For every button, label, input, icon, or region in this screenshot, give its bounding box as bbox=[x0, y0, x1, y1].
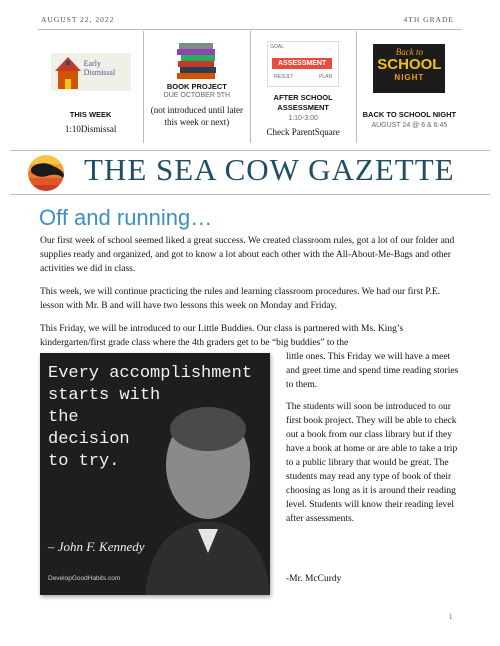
books-icon bbox=[175, 39, 219, 86]
column-this-week bbox=[38, 31, 143, 143]
quote-line-1: Every accomplishment bbox=[48, 364, 253, 383]
back-to-text: Back to bbox=[395, 47, 423, 57]
paragraph-3: This Friday, we will be introduced to our Little Buddies. Our class is partnered with Ms. King’s kindergarten/first grade class where the 4th graders get to be “big buddies” to the bbox=[40, 324, 404, 348]
quote-line-3: the bbox=[48, 408, 79, 427]
sea-cow-logo-icon bbox=[23, 154, 69, 197]
header-divider bbox=[38, 29, 462, 30]
book-project-title: BOOK PROJECT bbox=[166, 82, 227, 91]
this-week-note: 1:10Dismissal bbox=[64, 124, 117, 134]
plan-label: PLAN bbox=[319, 74, 333, 80]
night-text: NIGHT bbox=[394, 73, 425, 82]
quote-line-2: starts with bbox=[48, 386, 161, 405]
masthead-top-line bbox=[10, 150, 490, 151]
paragraph-3-continued: little ones. This Friday we will have a meet and greet time and spend time reading stories to them. bbox=[286, 352, 459, 390]
school-text: SCHOOL bbox=[377, 56, 442, 73]
quote-site: DevelopGoodHabits.com bbox=[48, 575, 121, 582]
assessment-icon bbox=[267, 41, 339, 87]
column-assessment bbox=[250, 31, 356, 143]
assessment-time: 1:10-3:00 bbox=[288, 115, 318, 122]
schoolhouse-icon bbox=[51, 53, 131, 91]
sunset-logo-graphic bbox=[23, 154, 69, 192]
quote-line-5: to try. bbox=[48, 452, 120, 471]
signoff: -Mr. McCurdy bbox=[286, 574, 342, 584]
early-dismissal-text: Early Dismissal bbox=[83, 59, 116, 77]
book-stack-graphic bbox=[175, 39, 219, 81]
back-to-school-icon bbox=[373, 44, 445, 93]
quote-image bbox=[40, 353, 270, 595]
book-project-due: DUE OCTOBER 5TH bbox=[163, 92, 231, 99]
assessment-note: Check ParentSquare bbox=[266, 127, 340, 137]
info-columns bbox=[38, 31, 462, 143]
result-label: RESULT bbox=[274, 74, 294, 80]
back-to-school-title: BACK TO SCHOOL NIGHT bbox=[362, 110, 457, 119]
back-to-school-date: AUGUST 24 @ 6 & 6:45 bbox=[371, 122, 448, 129]
page-number: 1 bbox=[449, 613, 453, 621]
masthead-bottom-line bbox=[10, 194, 490, 195]
quote-line-4: decision bbox=[48, 430, 130, 449]
assessment-title: AFTER SCHOOL ASSESSMENT bbox=[273, 93, 333, 112]
paragraph-4: The students will soon be introduced to our first book project. They will be able to check out a book from our class library but if they have a book at home or are able to take a trip to a public library that would be great. The students may read any type of book of their choosing as long as it is around their reading level. Students will know their reading level after assessments. bbox=[286, 402, 458, 524]
column-book-project bbox=[143, 31, 249, 143]
masthead-title: THE SEA COW GAZETTE bbox=[84, 152, 455, 187]
this-week-title: THIS WEEK bbox=[69, 110, 112, 119]
newsletter-date: AUGUST 22, 2022 bbox=[41, 15, 115, 24]
paragraph-2: This week, we will continue practicing the rules and learning classroom procedures. We had our first P.E. lesson with Mr. B and will have two lessons this week on Monday and Friday. bbox=[40, 287, 441, 311]
quote-text bbox=[48, 363, 252, 473]
article-heading: Off and running… bbox=[39, 205, 213, 230]
goal-label: GOAL bbox=[270, 44, 285, 50]
book-project-note: (not introduced until later this week or next) bbox=[150, 105, 243, 127]
column-back-to-school bbox=[356, 31, 462, 143]
quote-signature: – John F. Kennedy bbox=[48, 539, 145, 554]
paragraph-1: Our first week of school seemed liked a great success. We created classroom rules, got a lot of our folder and supplies ready and organized, and got to know a lot about each other with the All-About-Me-Bags and other activities we did in class. bbox=[40, 236, 455, 274]
grade-label: 4TH GRADE bbox=[403, 15, 454, 24]
assessment-banner: ASSESSMENT bbox=[272, 58, 332, 69]
